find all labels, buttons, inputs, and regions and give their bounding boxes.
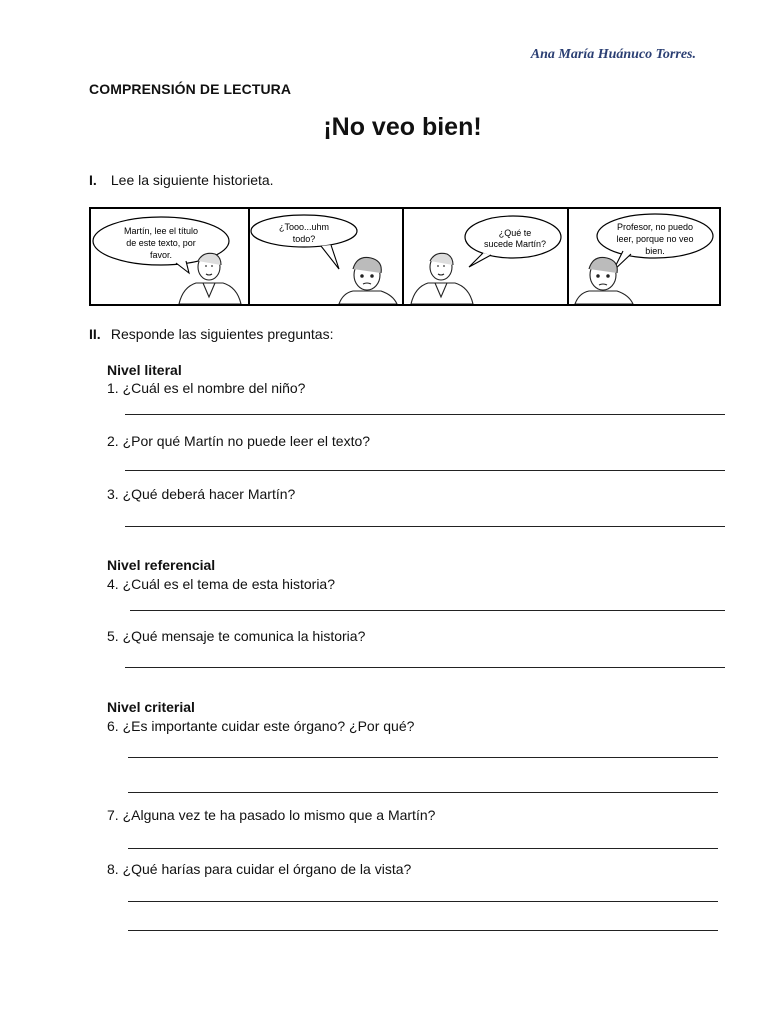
boy-figure-2 <box>575 257 633 304</box>
question-5: 5. ¿Qué mensaje te comunica la historia? <box>107 628 366 644</box>
page-title: ¡No veo bien! <box>323 113 482 141</box>
author-name: Ana María Huánuco Torres. <box>530 47 696 62</box>
section-1 <box>89 172 274 188</box>
teacher-figure-2 <box>411 253 473 304</box>
answer-line-6a[interactable] <box>128 757 718 758</box>
level-referencial-heading: Nivel referencial <box>107 557 216 573</box>
question-2: 2. ¿Por qué Martín no puede leer el texto? <box>107 433 371 449</box>
answer-line-8a[interactable] <box>128 901 718 902</box>
panel-2-bubble-line-1: ¿Tooo...uhm <box>278 222 330 232</box>
section-1-instruction: Lee la siguiente historieta. <box>110 172 274 188</box>
question-1: 1. ¿Cuál es el nombre del niño? <box>107 380 306 396</box>
question-6: 6. ¿Es importante cuidar este órgano? ¿Por qué? <box>107 718 415 734</box>
answer-line-3[interactable] <box>125 526 725 527</box>
answer-line-1[interactable] <box>125 414 725 415</box>
section-2-number: II. <box>89 326 101 342</box>
level-criterial-heading: Nivel criterial <box>107 699 195 715</box>
section-2 <box>89 326 333 342</box>
answer-line-6b[interactable] <box>128 792 718 793</box>
panel-4-bubble-line-3: bien. <box>645 246 665 256</box>
comic-strip <box>89 207 721 306</box>
level-literal-heading: Nivel literal <box>107 362 182 378</box>
answer-line-4[interactable] <box>130 610 725 611</box>
boy-figure <box>339 257 397 304</box>
question-4: 4. ¿Cuál es el tema de esta historia? <box>107 576 336 592</box>
panel-4-bubble-line-2: leer, porque no veo <box>616 234 694 244</box>
answer-line-5[interactable] <box>125 667 725 668</box>
question-3: 3. ¿Qué deberá hacer Martín? <box>107 486 296 502</box>
answer-line-7[interactable] <box>128 848 718 849</box>
answer-line-2[interactable] <box>125 470 725 471</box>
section-1-number: I. <box>89 172 97 188</box>
question-8: 8. ¿Qué harías para cuidar el órgano de la vista? <box>107 861 412 877</box>
section-2-instruction: Responde las siguientes preguntas: <box>110 326 334 342</box>
panel-4-bubble-line-1: Profesor, no puedo <box>616 222 694 232</box>
panel-3 <box>411 216 561 304</box>
comic-strip-drawing <box>91 209 719 304</box>
panel-1-bubble-line-1: Martín, lee el título <box>123 226 199 236</box>
panel-3-bubble-line-1: ¿Qué te <box>498 228 532 238</box>
answer-line-8b[interactable] <box>128 930 718 931</box>
panel-2-bubble-line-2: todo? <box>292 234 316 244</box>
question-7: 7. ¿Alguna vez te ha pasado lo mismo que a Martín? <box>107 807 436 823</box>
panel-1-bubble-line-2: de este texto, por <box>126 238 196 248</box>
panel-1-bubble-line-3: favor. <box>149 250 173 260</box>
subject-heading: COMPRENSIÓN DE LECTURA <box>89 81 292 97</box>
panel-3-bubble-line-2: sucede Martín? <box>483 239 547 249</box>
